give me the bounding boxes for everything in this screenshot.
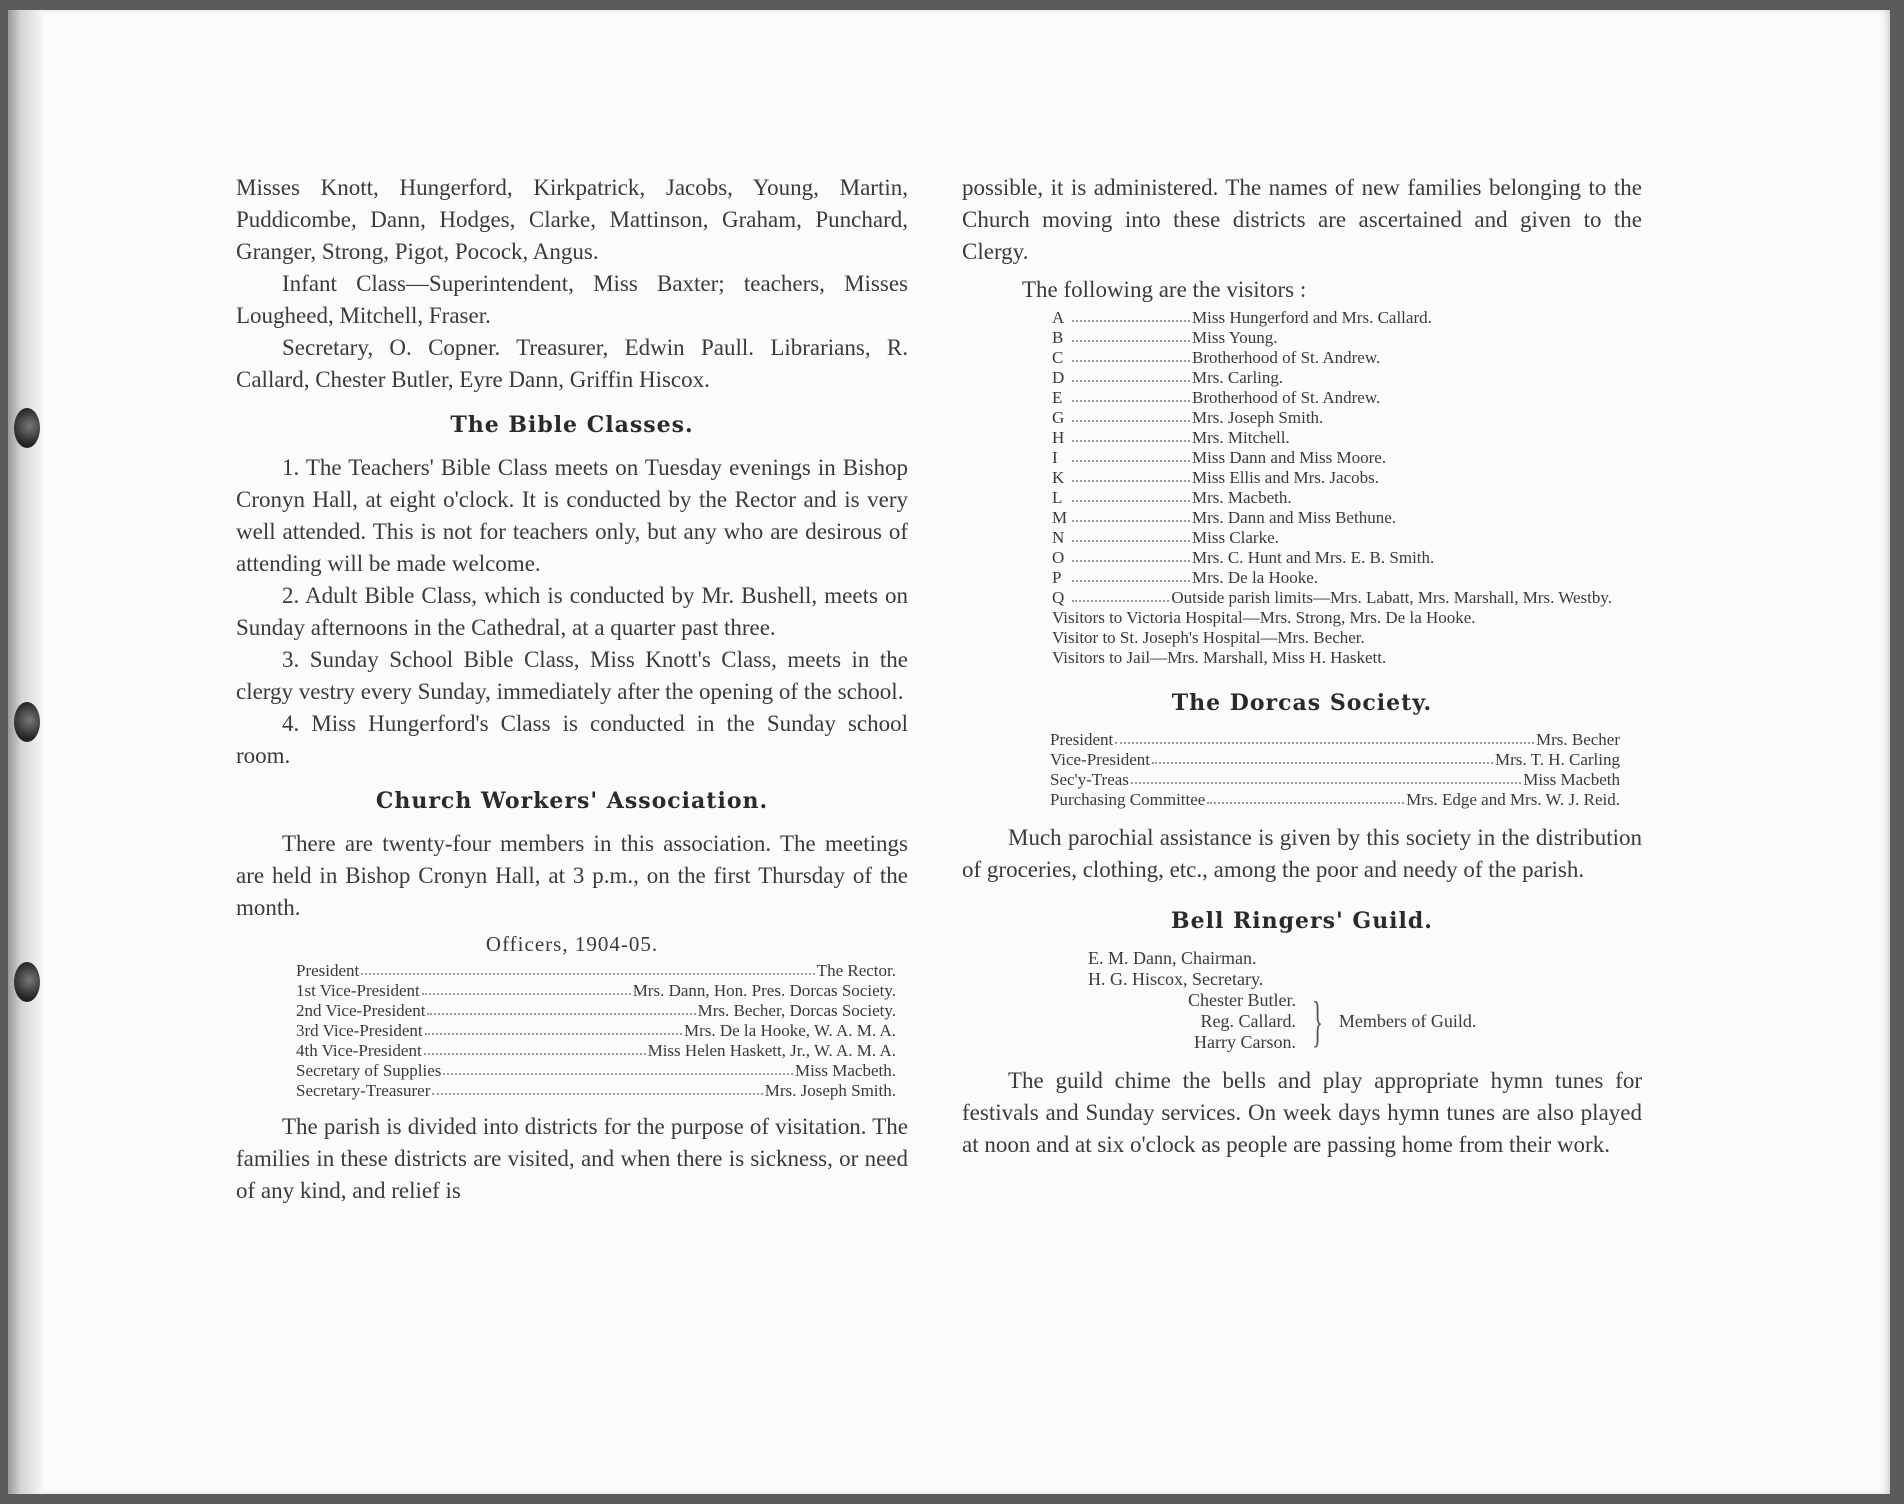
bible-class-4: 4. Miss Hungerford's Class is conducted in the Sunday school room. <box>236 711 908 768</box>
officer-row: 4th Vice-President Miss Helen Haskett, Jr., W. A. M. A. <box>296 1041 896 1060</box>
visitor-row: L Mrs. Macbeth. <box>1052 488 1292 507</box>
visitor-row: C Brotherhood of St. Andrew. <box>1052 348 1381 367</box>
officer-row: Secretary of Supplies Miss Macbeth. <box>296 1061 896 1080</box>
binding-clip-middle <box>14 702 40 742</box>
bible-classes-heading: The Bible Classes. <box>450 412 694 438</box>
guild-members <box>1188 990 1642 1053</box>
left-column <box>236 172 908 1207</box>
officer-row: 3rd Vice-President Mrs. De la Hooke, W. A. M. A. <box>296 1021 896 1040</box>
dorcas-text: Much parochial assistance is given by this society in the distribution of groceries, clothing, etc., among the poor and needy of the parish. <box>962 825 1642 882</box>
visitor-row: N Miss Clarke. <box>1052 528 1279 547</box>
guild-chairman: E. M. Dann, Chairman. <box>1088 948 1257 968</box>
church-workers-text: There are twenty-four members in this association. The meetings are held in Bishop Cronyn Hall, at 3 p.m., on the first Thursday of the month. <box>236 831 908 920</box>
guild-member: Chester Butler. <box>1188 990 1296 1010</box>
dorcas-row: Vice-President Mrs. T. H. Carling <box>1050 750 1620 769</box>
visitor-row: K Miss Ellis and Mrs. Jacobs. <box>1052 468 1379 487</box>
visitors-hospital: Visitors to Victoria Hospital—Mrs. Strong, Mrs. De la Hooke. <box>1052 608 1476 627</box>
visitor-row: D Mrs. Carling. <box>1052 368 1284 387</box>
bell-ringers-text: The guild chime the bells and play appropriate hymn tunes for festivals and Sunday services. On week days hymn tunes are also played at noon and at six o'clock as people are passing home from their work. <box>962 1068 1642 1157</box>
officer-row: President The Rector. <box>296 961 896 980</box>
dorcas-row: Sec'y-Treas Miss Macbeth <box>1050 770 1620 789</box>
officer-row: 1st Vice-President Mrs. Dann, Hon. Pres. Dorcas Society. <box>296 981 896 1000</box>
guild-secretary: H. G. Hiscox, Secretary. <box>1088 969 1264 989</box>
bible-class-1: 1. The Teachers' Bible Class meets on Tuesday evenings in Bishop Cronyn Hall, at eight o'clock. It is conducted by the Rector and is very well attended. This is not for teachers only, but any who are desirous of attending will be made welcome. <box>236 455 908 576</box>
guild-members-label: Members of Guild. <box>1338 1011 1477 1031</box>
visitors-jail: Visitors to Jail—Mrs. Marshall, Miss H. Haskett. <box>1052 648 1387 667</box>
visitors-intro: The following are the visitors : <box>1022 277 1307 302</box>
visitor-row: M Mrs. Dann and Miss Bethune. <box>1052 508 1396 527</box>
binding-clip-top <box>14 408 40 448</box>
visitor-row: A Miss Hungerford and Mrs. Callard. <box>1052 308 1432 327</box>
visitor-row: Q Outside parish limits—Mrs. Labatt, Mrs. Marshall, Mrs. Westby. <box>1052 588 1612 607</box>
dorcas-row: Purchasing Committee Mrs. Edge and Mrs. W. J. Reid. <box>1050 790 1620 809</box>
right-column <box>962 172 1642 1161</box>
dorcas-heading: The Dorcas Society. <box>1171 690 1433 716</box>
brace-glyph: } <box>1312 990 1323 1053</box>
secretary-paragraph: Secretary, O. Copner. Treasurer, Edwin Paull. Librarians, R. Callard, Chester Butler, Eyre Dann, Griffin Hiscox. <box>236 335 908 392</box>
guild-officers <box>1088 948 1642 1053</box>
visitor-row: P Mrs. De la Hooke. <box>1052 568 1319 587</box>
bible-class-2: 2. Adult Bible Class, which is conducted by Mr. Bushell, meets on Sunday afternoons in the Cathedral, at a quarter past three. <box>236 583 908 640</box>
dorcas-row: President Mrs. Becher <box>1050 730 1620 749</box>
continued-text: possible, it is administered. The names of new families belonging to the Church moving into these districts are ascertained and given to the Clergy. <box>962 175 1642 264</box>
officers-heading: Officers, 1904-05. <box>485 932 659 956</box>
visitor-row: G Mrs. Joseph Smith. <box>1052 408 1324 427</box>
officers-table <box>296 961 896 1101</box>
binding-clip-bottom <box>14 962 40 1002</box>
visitors-st-josephs: Visitor to St. Joseph's Hospital—Mrs. Becher. <box>1052 628 1365 647</box>
officer-row: 2nd Vice-President Mrs. Becher, Dorcas Society. <box>296 1001 896 1020</box>
visitor-row: E Brotherhood of St. Andrew. <box>1052 388 1381 407</box>
visitor-row: I Miss Dann and Miss Moore. <box>1052 448 1387 467</box>
visitor-row: O Mrs. C. Hunt and Mrs. E. B. Smith. <box>1052 548 1435 567</box>
infant-class: Infant Class—Superintendent, Miss Baxter; teachers, Misses Lougheed, Mitchell, Fraser. <box>236 271 908 328</box>
dorcas-table <box>1050 730 1620 810</box>
visitors-list <box>1052 308 1612 668</box>
visitor-row: H Mrs. Mitchell. <box>1052 428 1290 447</box>
teachers-list: Misses Knott, Hungerford, Kirkpatrick, Jacobs, Young, Martin, Puddicombe, Dann, Hodges, Clarke, Mattinson, Graham, Punchard, Granger, Strong, Pigot, Pocock, Angus. <box>236 175 908 264</box>
guild-member: Harry Carson. <box>1194 1032 1296 1052</box>
page-binding <box>8 10 42 1494</box>
officer-row: Secretary-Treasurer Mrs. Joseph Smith. <box>296 1081 896 1100</box>
church-workers-heading: Church Workers' Association. <box>375 788 769 814</box>
bell-ringers-heading: Bell Ringers' Guild. <box>1171 908 1433 934</box>
parish-text: The parish is divided into districts for the purpose of visitation. The families in these districts are visited, and when there is sickness, or need of any kind, and relief is <box>236 1114 908 1203</box>
visitor-row: B Miss Young. <box>1052 328 1278 347</box>
bible-class-3: 3. Sunday School Bible Class, Miss Knott's Class, meets in the clergy vestry every Sunday, immediately after the opening of the school. <box>236 647 908 704</box>
guild-member: Reg. Callard. <box>1200 1011 1296 1031</box>
